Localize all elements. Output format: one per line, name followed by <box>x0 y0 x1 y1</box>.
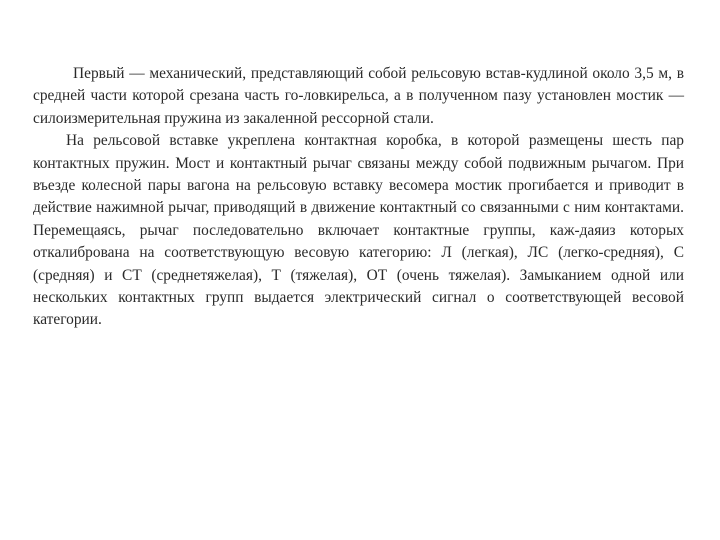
body-text <box>33 63 684 332</box>
paragraph-mechanical-scale: Первый — механический, представляющий собой рельсовую встав-кудлиной около 3,5 м, в средней части которой срезана часть го-ловкирельса, а в полученном пазу установлен мостик — силоизмерительная пружина из закаленной рессорной стали. <box>33 65 684 127</box>
paragraph-contact-box: На рельсовой вставке укреплена контактная коробка, в которой размещены шесть пар контактных пружин. Мост и контактный рычаг связаны между собой подвижным рычагом. При въезде колесной пары вагона на рельсовую вставку весомера мостик прогибается и приводит в действие нажимной рычаг, приводящий в движение контактный со связанными с ним контактами. Перемещаясь, рычаг последовательно включает контактные группы, каж-даяиз которых откалибрована на соответствующую весовую категорию: Л (легкая), ЛС (легко-средняя), С (средняя) и СТ (среднетяжелая), Т (тяжелая), ОТ (очень тяжелая). Замыканием одной или нескольких контактных групп выдается электрический сигнал о соответствующей весовой категории. <box>33 132 684 329</box>
